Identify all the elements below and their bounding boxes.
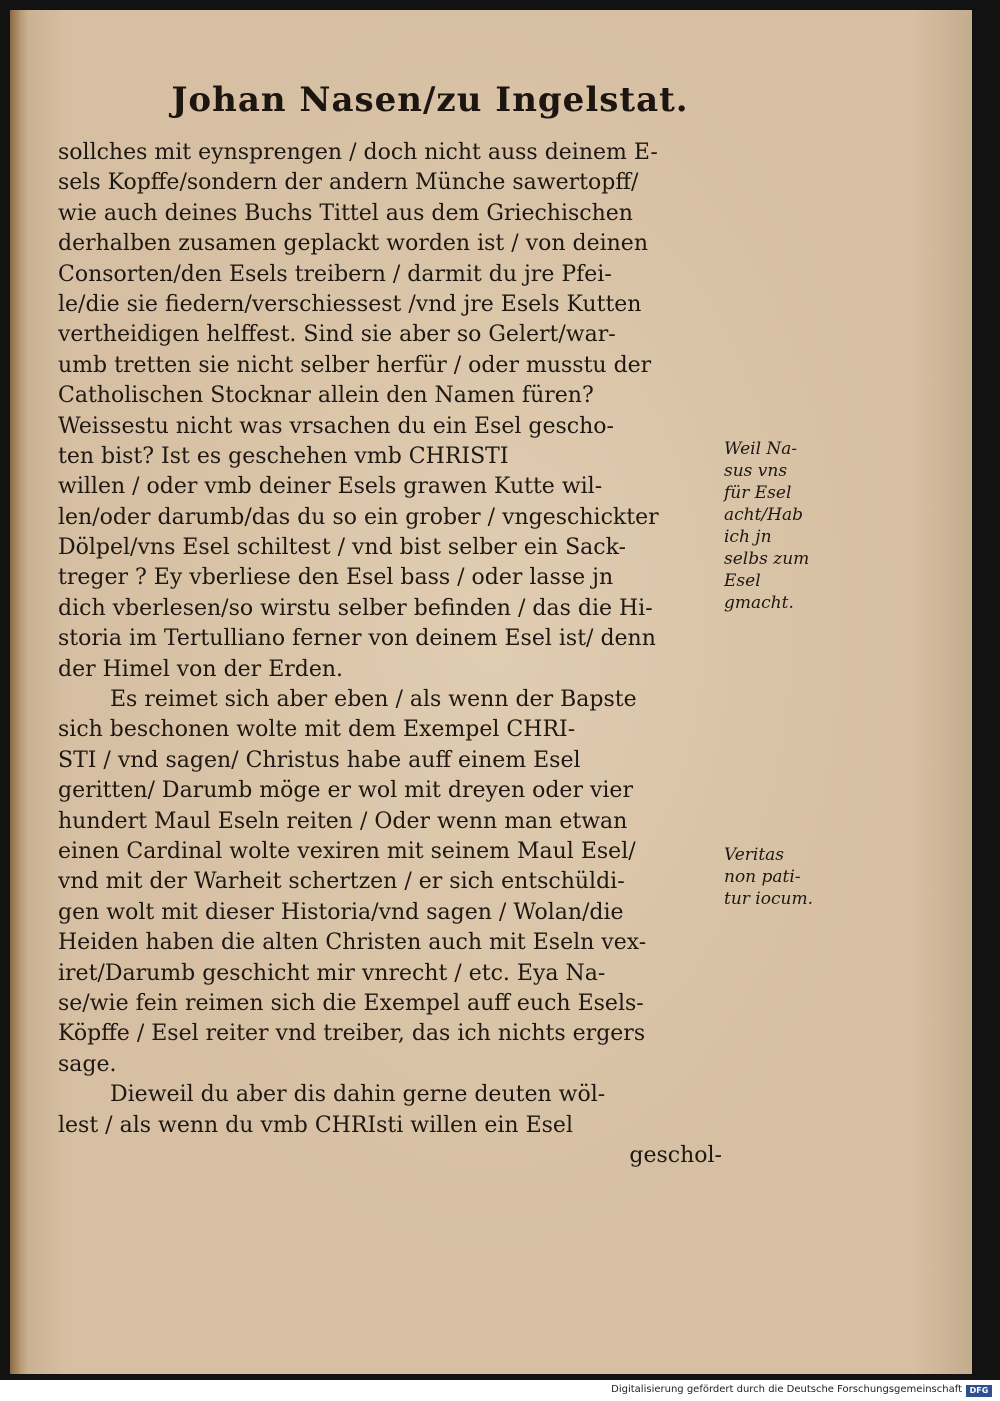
marginal-line: non pati- xyxy=(724,867,801,887)
marginal-line: Esel xyxy=(724,571,761,591)
text-line: se/wie fein reimen sich die Exempel auff euch Esels- xyxy=(58,990,644,1016)
marginal-line: ich jn xyxy=(724,527,772,547)
text-line: Weissestu nicht was vrsachen du ein Esel gescho- xyxy=(58,413,614,439)
text-line: treger ? Ey vberliese den Esel bass / oder lasse jn xyxy=(58,565,614,591)
text-line: Es reimet sich aber eben / als wenn der Bapste xyxy=(110,687,637,713)
text-line: geschol- xyxy=(629,1142,722,1168)
book-page xyxy=(10,10,972,1374)
text-line: sels Kopffe/sondern der andern Münche sawertopff/ xyxy=(58,170,639,196)
text-line: willen / oder vmb deiner Esels grawen Kutte wil- xyxy=(58,474,603,500)
text-line: Köpffe / Esel reiter vnd treiber, das ich nichts ergers xyxy=(58,1021,646,1047)
text-line: einen Cardinal wolte vexiren mit seinem Maul Esel/ xyxy=(58,838,636,864)
text-line: Heiden haben die alten Christen auch mit Eseln vex- xyxy=(58,930,647,956)
text-line: derhalben zusamen geplackt worden ist / von deinen xyxy=(58,231,648,257)
dfg-logo: DFG xyxy=(966,1385,992,1397)
text-line: hundert Maul Eseln reiten / Oder wenn man etwan xyxy=(58,808,628,834)
marginal-line: gmacht. xyxy=(724,593,794,613)
footer-credit: Digitalisierung gefördert durch die Deutsche Forschungsgemeinschaft xyxy=(611,1384,962,1395)
marginal-line: Weil Na- xyxy=(724,439,798,459)
marginal-line: tur iocum. xyxy=(724,889,813,909)
marginal-line: acht/Hab xyxy=(724,505,804,525)
text-line: lest / als wenn du vmb CHRIsti willen ein Esel xyxy=(58,1112,573,1138)
marginal-line: sus vns xyxy=(724,461,788,481)
text-line: STI / vnd sagen/ Christus habe auff einem Esel xyxy=(58,747,581,773)
text-line: vertheidigen helffest. Sind sie aber so Gelert/war- xyxy=(58,322,616,348)
marginal-note-2 xyxy=(724,844,834,910)
text-line: dich vberlesen/so wirstu selber befinden / das die Hi- xyxy=(58,595,653,621)
text-line: Dölpel/vns Esel schiltest / vnd bist selber ein Sack- xyxy=(58,535,626,561)
text-line: storia im Tertulliano ferner von deinem Esel ist/ denn xyxy=(58,626,656,652)
text-line: iret/Darumb geschicht mir vnrecht / etc. Eya Na- xyxy=(58,960,606,986)
text-line: gen wolt mit dieser Historia/vnd sagen / Wolan/die xyxy=(58,899,624,925)
marginal-line: Veritas xyxy=(724,845,785,865)
text-line: Consorten/den Esels treibern / darmit du jre Pfei- xyxy=(58,261,612,287)
marginal-note-1 xyxy=(724,438,834,614)
text-line: vnd mit der Warheit schertzen / er sich entschüldi- xyxy=(58,869,625,895)
text-line: len/oder darumb/das du so ein grober / vngeschickter xyxy=(58,504,659,530)
text-line: der Himel von der Erden. xyxy=(58,656,344,682)
running-title: Johan Nasen/zu Ingelstat. xyxy=(171,80,689,120)
text-line: Dieweil du aber dis dahin gerne deuten wöl- xyxy=(110,1082,606,1108)
text-line: wie auch deines Buchs Tittel aus dem Griechischen xyxy=(58,200,633,226)
text-line: sage. xyxy=(58,1051,117,1077)
text-line: geritten/ Darumb möge er wol mit dreyen oder vier xyxy=(58,778,633,804)
marginal-line: selbs zum xyxy=(724,549,810,569)
binding-edge xyxy=(10,10,28,1374)
text-line: umb tretten sie nicht selber herfür / oder musstu der xyxy=(58,352,652,378)
body-text xyxy=(58,138,728,1171)
text-line: Catholischen Stocknar allein den Namen füren? xyxy=(58,383,594,409)
marginal-line: für Esel xyxy=(724,483,792,503)
text-line: sollches mit eynsprengen / doch nicht auss deinem E- xyxy=(58,140,658,165)
text-line: ten bist? Ist es geschehen vmb CHRISTI xyxy=(58,443,509,469)
text-line: le/die sie fiedern/verschiessest /vnd jre Esels Kutten xyxy=(58,291,642,317)
text-line: sich beschonen wolte mit dem Exempel CHRI- xyxy=(58,717,576,743)
